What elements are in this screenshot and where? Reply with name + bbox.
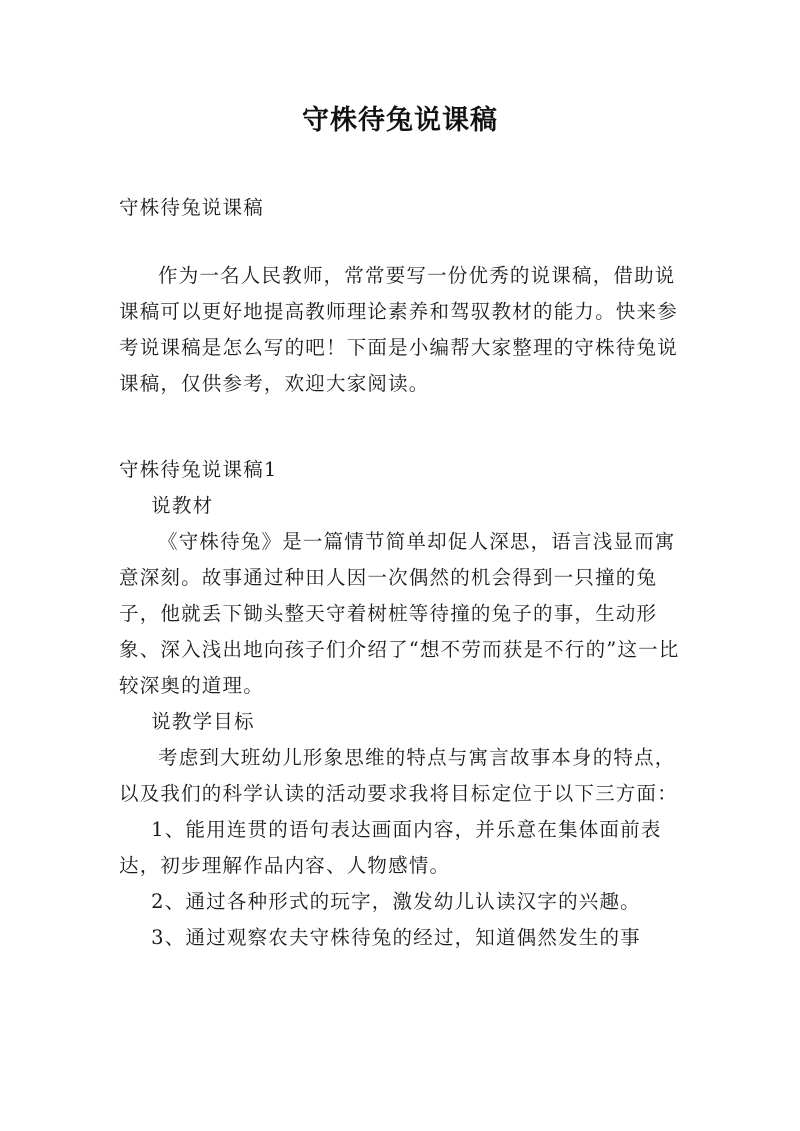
section-heading: 守株待兔说课稿1 [119, 458, 278, 481]
subheading-material: 说教材 [151, 494, 214, 517]
goal-item-1: 1、能用连贯的语句表达画面内容，并乐意在集体面前表达，初步理解作品内容、人物感情。 [119, 818, 662, 877]
goals-intro-paragraph: 考虑到大班幼儿形象思维的特点与寓言故事本身的特点，以及我们的科学认读的活动要求我将目标定位于以下三方面： [119, 746, 678, 805]
intro-paragraph-block [119, 258, 684, 402]
goal-item-3: 3、通过观察农夫守株待兔的经过，知道偶然发生的事 [151, 926, 641, 949]
material-paragraph: 《守株待兔》是一篇情节简单却促人深思，语言浅显而寓意深刻。故事通过种田人因一次偶然的机会得到一只撞的兔子，他就丢下锄头整天守着树桩等待撞的兔子的事，生动形象、深入浅出地向孩子们介绍了“想不劳而获是不行的”这一比较深奥的道理。 [119, 530, 680, 697]
goal-item-2: 2、通过各种形式的玩字，激发幼儿认读汉字的兴趣。 [151, 890, 641, 913]
section-1 [119, 452, 684, 956]
subheading-goals: 说教学目标 [151, 710, 255, 733]
intro-paragraph: 作为一名人民教师，常常要写一份优秀的说课稿，借助说课稿可以更好地提高教师理论素养和驾驭教材的能力。快来参考说课稿是怎么写的吧！下面是小编帮大家整理的守株待兔说课稿，仅供参考，欢迎大家阅读。 [119, 264, 678, 395]
document-title: 守株待兔说课稿 [302, 105, 498, 136]
document-subtitle: 守株待兔说课稿 [119, 196, 264, 219]
